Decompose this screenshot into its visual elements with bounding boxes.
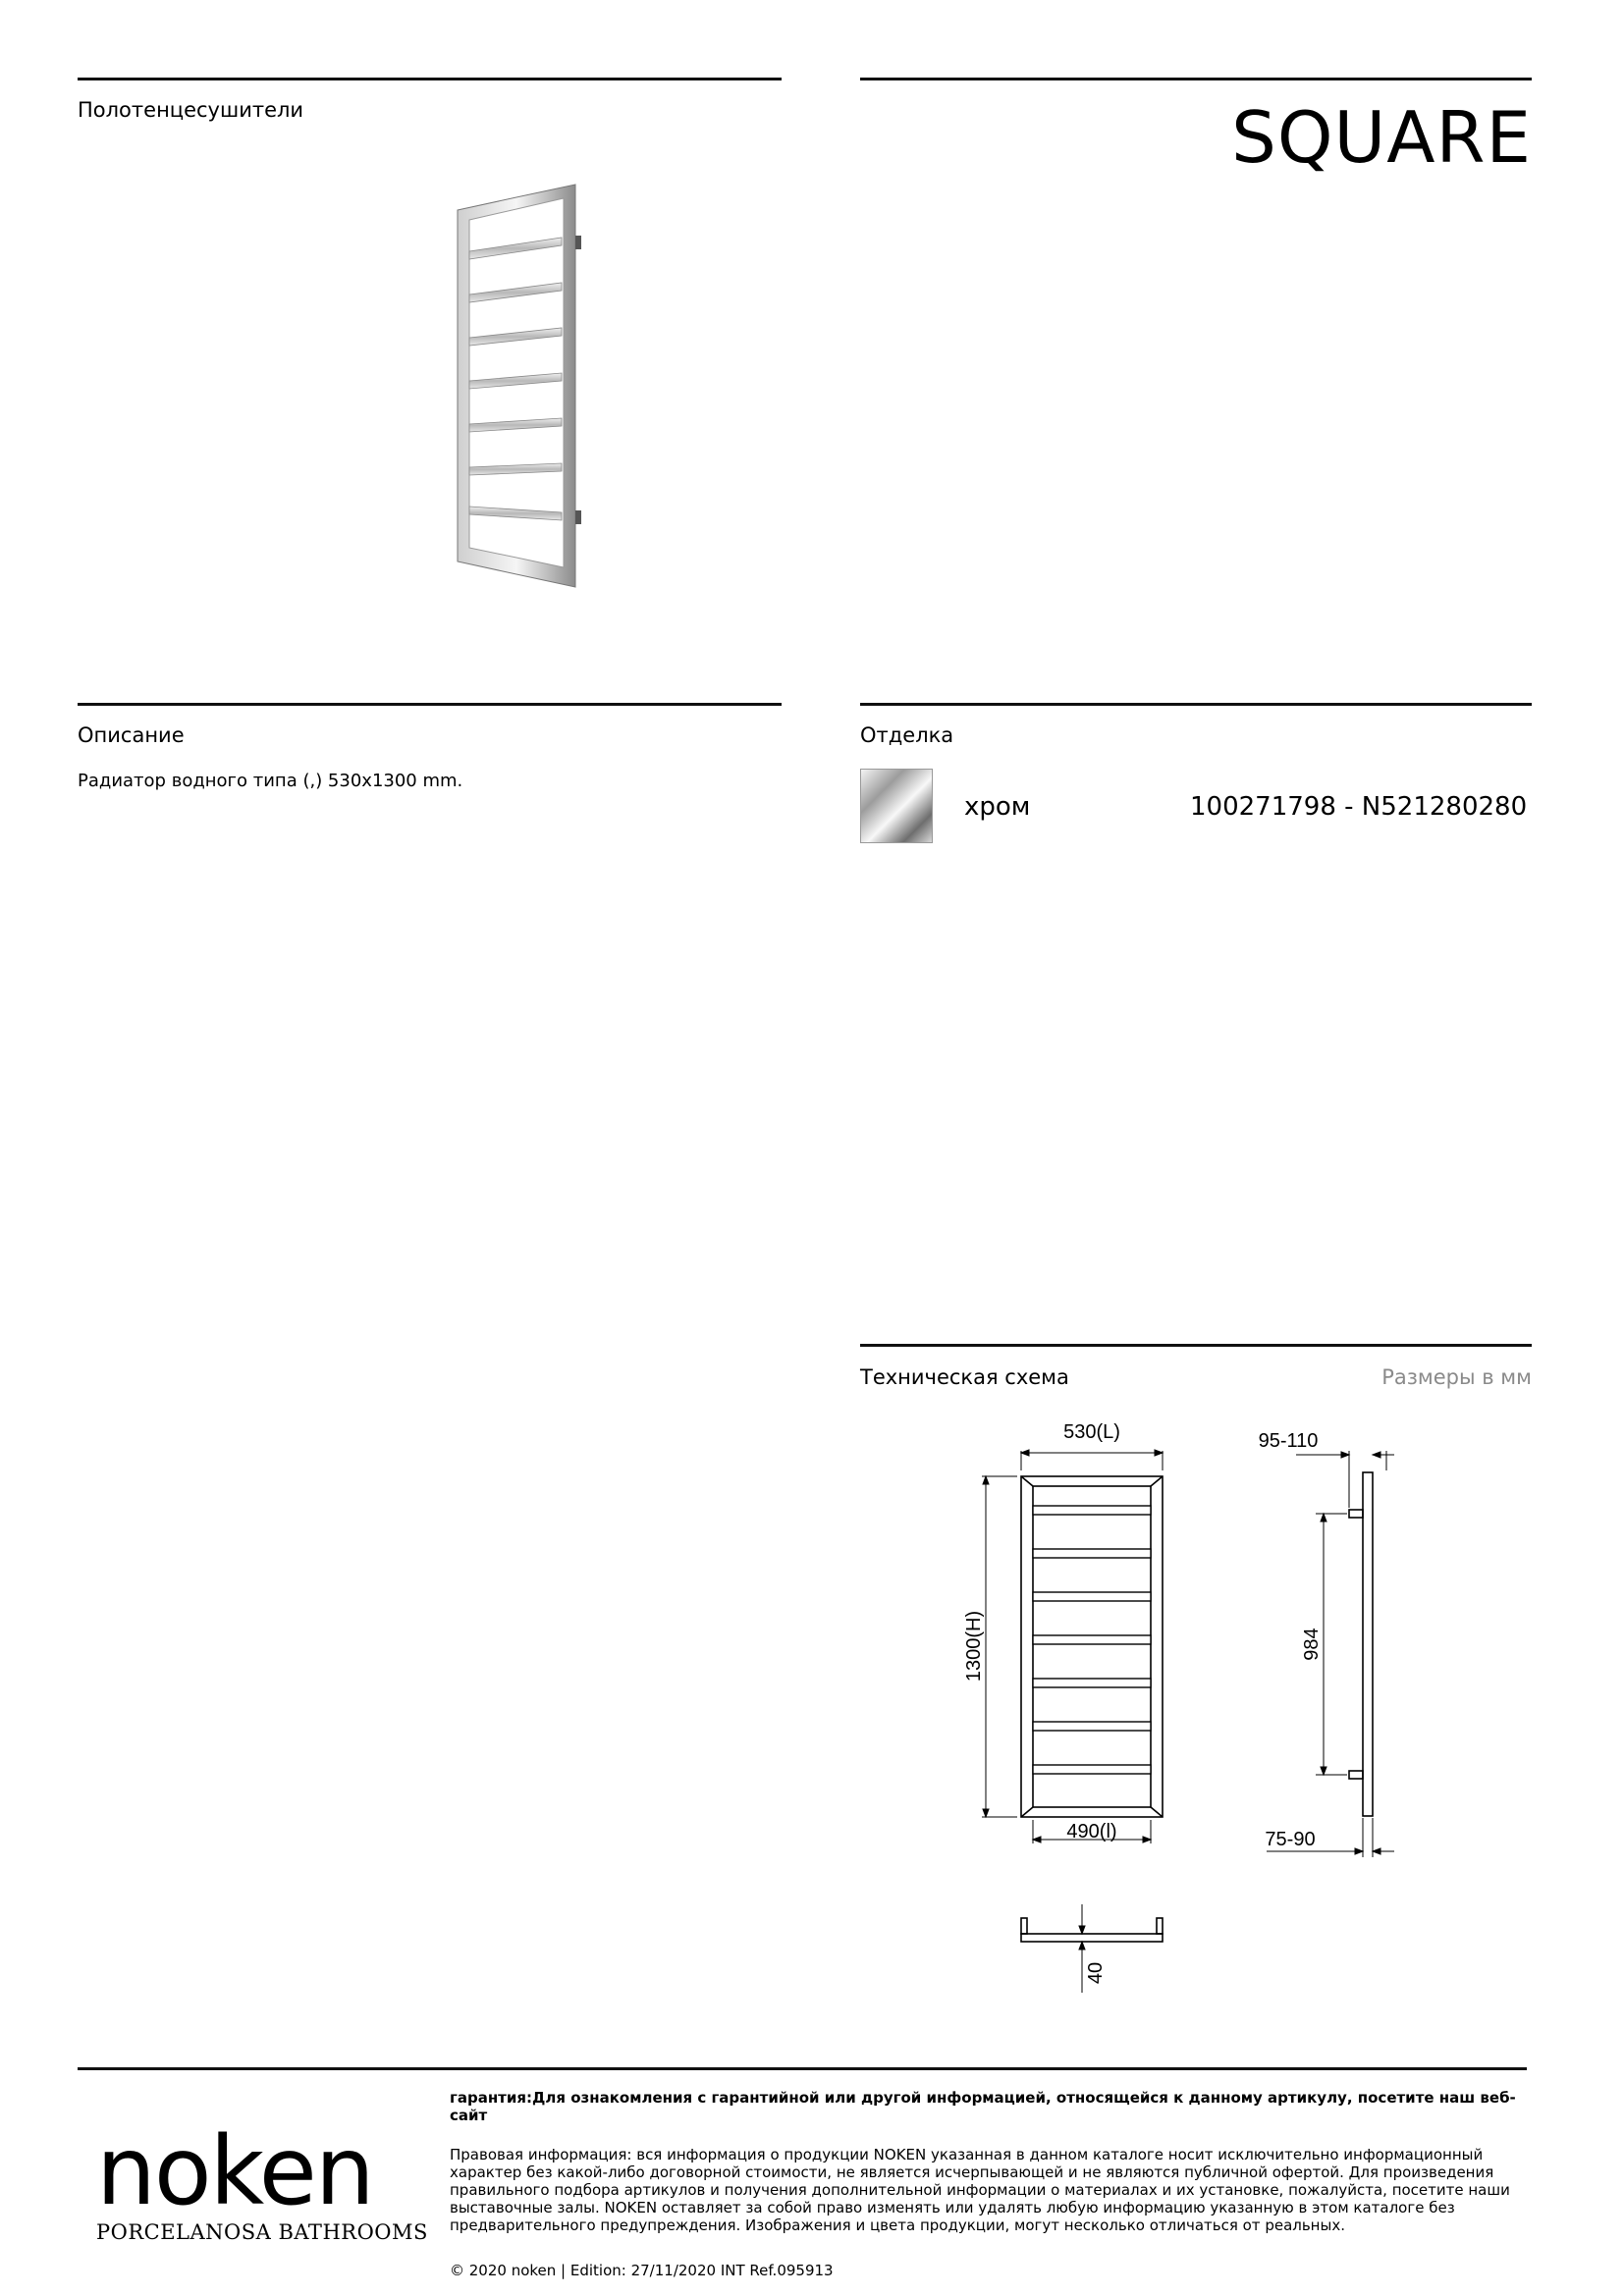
dim-width-outer: 530(L) xyxy=(1063,1421,1120,1443)
header-rule-left xyxy=(78,78,782,80)
front-elevation-drawing xyxy=(943,1414,1198,1865)
dim-bar-spacing: 984 xyxy=(1301,1628,1323,1661)
front-bars xyxy=(1033,1506,1151,1774)
description-text: Радиатор водного типа (,) 530x1300 mm. xyxy=(78,771,463,791)
footer-rule xyxy=(78,2067,1527,2070)
legal-text: Правовая информация: вся информация о продукции NOKEN указанная в данном каталоге носит исключительно информационный характер без какой-либо договорной стоимости, не является исчерпывающей и не являются публичной офертой. Для произведения правильного подбора артикулов и получения дополнительной информации о материалах и их установке, пожалуйста, посетите наши выставочные залы. NOKEN оставляет за собой право изменять или удалять любую информацию указанную в этом каталоге без предварительного предупреждения. Изображения и цвета продукции, могут несколько отличаться от реальных. xyxy=(450,2146,1510,2234)
product-image xyxy=(442,177,599,589)
side-elevation-drawing xyxy=(1247,1414,1404,1865)
logo-wordmark: noken xyxy=(96,2116,373,2226)
dim-depth-top: 95-110 xyxy=(1258,1430,1319,1452)
brand-logo xyxy=(96,2116,428,2244)
dim-depth-bottom: 75-90 xyxy=(1265,1829,1316,1850)
technical-heading: Техническая схема xyxy=(860,1365,1069,1389)
dim-height: 1300(H) xyxy=(963,1610,985,1682)
description-rule xyxy=(78,703,782,706)
warranty-text: гарантия:Для ознакомления с гарантийной или другой информацией, относящейся к данному артикулу, посетите наш веб-сайт xyxy=(450,2089,1516,2124)
copyright-text: © 2020 noken | Edition: 27/11/2020 INT Ref.095913 xyxy=(450,2262,834,2279)
finish-rule xyxy=(860,703,1532,706)
product-title: SQUARE xyxy=(1231,96,1532,179)
finish-swatch-chrome xyxy=(860,769,933,843)
finish-heading: Отделка xyxy=(860,723,954,747)
units-note: Размеры в мм xyxy=(1381,1365,1532,1389)
description-heading: Описание xyxy=(78,723,185,747)
technical-rule xyxy=(860,1344,1532,1347)
finish-code: 100271798 - N521280280 xyxy=(1190,792,1528,822)
header-rule-right xyxy=(860,78,1532,80)
top-view-drawing xyxy=(1011,1895,1168,2002)
dim-width-inner: 490(l) xyxy=(1066,1821,1117,1842)
dim-profile: 40 xyxy=(1085,1961,1107,1985)
logo-subtitle: PORCELANOSA BATHROOMS xyxy=(96,2220,428,2244)
finish-name: хром xyxy=(964,792,1031,822)
category-label: Полотенцесушители xyxy=(78,98,304,122)
